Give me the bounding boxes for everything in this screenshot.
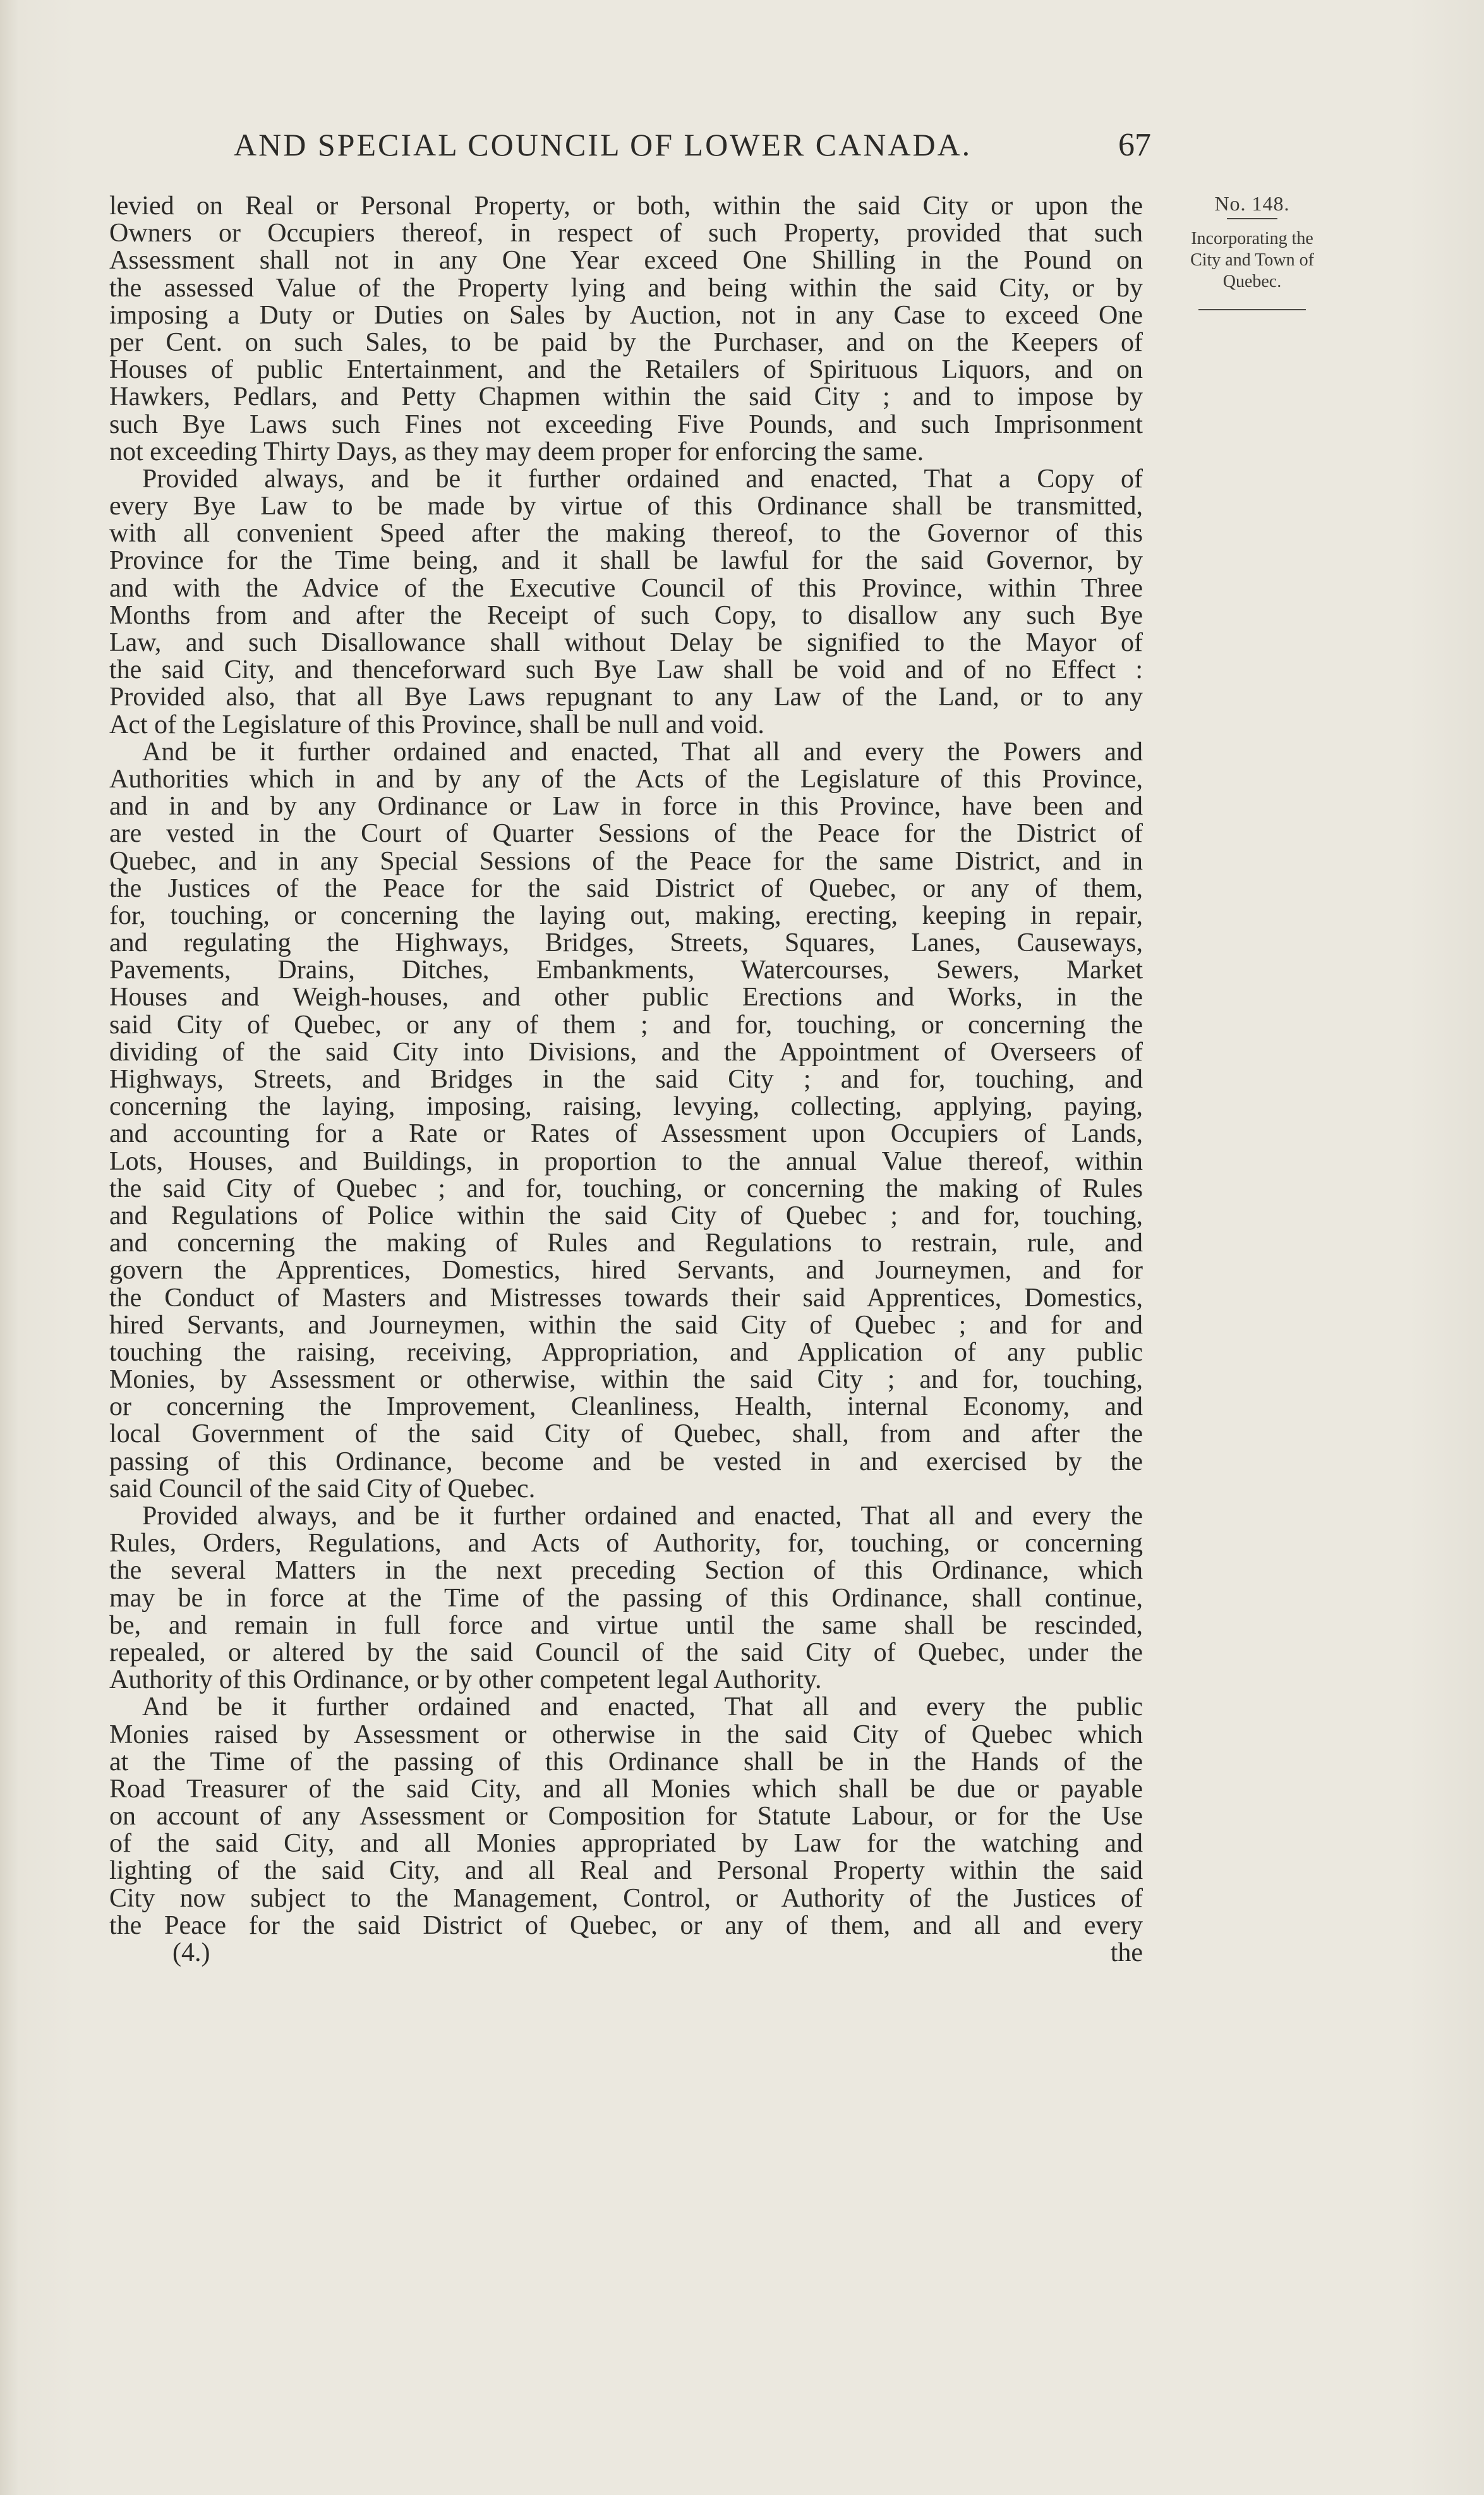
signature-mark: (4.) — [172, 1938, 210, 1967]
text-line: Authorities which in and by any of the Acts of the Legislature of this Province, — [109, 765, 1143, 794]
text-line: concerning the laying, imposing, raising, levying, collecting, applying, paying, — [109, 1093, 1143, 1121]
text-line: local Government of the said City of Quebec, shall, from and after the — [109, 1421, 1143, 1448]
text-line: such Bye Laws such Fines not exceeding Five Pounds, and such Imprisonment — [109, 411, 1143, 439]
text-line: and Regulations of Police within the said City of Quebec ; and for, touching, — [109, 1202, 1143, 1230]
text-line: with all convenient Speed after the making thereof, to the Governor of this — [109, 520, 1143, 548]
text-line: or concerning the Improvement, Cleanliness, Health, internal Economy, and — [109, 1393, 1143, 1421]
text-line: the said City, and thenceforward such Bye Law shall be void and of no Effect : — [109, 657, 1143, 684]
text-line: Provided always, and be it further ordained and enacted, That a Copy of — [142, 465, 1143, 494]
text-line: Road Treasurer of the said City, and all Monies which shall be due or payable — [109, 1775, 1143, 1804]
page-number: 67 — [1118, 127, 1151, 163]
text-line: Pavements, Drains, Ditches, Embankments, Watercourses, Sewers, Market — [109, 957, 1143, 985]
text-line: on account of any Assessment or Composition for Statute Labour, or for the Use — [109, 1803, 1143, 1831]
text-line: said City of Quebec, or any of them ; and for, touching, or concerning the — [109, 1011, 1143, 1039]
page-footer — [109, 1940, 1143, 1967]
text-line: Law, and such Disallowance shall without Delay be signified to the Mayor of — [109, 629, 1143, 657]
text-line: and accounting for a Rate or Rates of Assessment upon Occupiers of Lands, — [109, 1120, 1143, 1148]
text-line: not exceeding Thirty Days, as they may deem proper for enforcing the same. — [109, 438, 924, 466]
text-line: be, and remain in full force and virtue until the same shall be rescinded, — [109, 1612, 1143, 1639]
text-line: the assessed Value of the Property lying and being within the said City, or by — [109, 274, 1143, 302]
text-line: Hawkers, Pedlars, and Petty Chapmen within the said City ; and to impose by — [109, 384, 1143, 411]
text-line: dividing of the said City into Divisions, and the Appointment of Overseers of — [109, 1038, 1143, 1066]
margin-note-line: Quebec. — [1222, 272, 1282, 291]
text-line: And be it further ordained and enacted, That all and every the Powers and — [142, 738, 1143, 766]
text-line: for, touching, or concerning the laying out, making, erecting, keeping in repair, — [109, 902, 1143, 930]
text-line: and with the Advice of the Executive Council of this Province, within Three — [109, 574, 1143, 602]
text-line: Houses of public Entertainment, and the Retailers of Spirituous Liquors, and on — [109, 356, 1143, 384]
catchword: the — [1110, 1938, 1143, 1967]
text-line: Houses and Weigh-houses, and other public Erections and Works, in the — [109, 984, 1143, 1012]
text-line: Provided always, and be it further ordained and enacted, That all and every the — [142, 1503, 1143, 1531]
text-line: the Conduct of Masters and Mistresses towards their said Apprentices, Domestics, — [109, 1284, 1143, 1312]
text-line: govern the Apprentices, Domestics, hired Servants, and Journeymen, and for — [109, 1257, 1143, 1285]
text-line: the said City of Quebec ; and for, touching, or concerning the making of Rules — [109, 1175, 1143, 1203]
text-line: Authority of this Ordinance, or by other competent legal Authority. — [109, 1666, 822, 1694]
text-line: Monies, by Assessment or otherwise, within the said City ; and for, touching, — [109, 1366, 1143, 1394]
text-line: Act of the Legislature of this Province, shall be null and void. — [109, 711, 764, 739]
margin-note-rule — [1227, 218, 1277, 219]
text-line: Lots, Houses, and Buildings, in proportion to the annual Value thereof, within — [109, 1148, 1143, 1175]
text-line: at the Time of the passing of this Ordinance shall be in the Hands of the — [109, 1748, 1143, 1776]
text-line: Months from and after the Receipt of such Copy, to disallow any such Bye — [109, 602, 1143, 629]
text-line: are vested in the Court of Quarter Sessions of the Peace for the District of — [109, 820, 1143, 848]
text-line: lighting of the said City, and all Real and Personal Property within the said — [109, 1857, 1143, 1885]
margin-note — [1157, 193, 1347, 310]
margin-note-divider — [1198, 309, 1306, 310]
body-text — [109, 193, 1143, 1967]
text-line: City now subject to the Management, Control, or Authority of the Justices of — [109, 1885, 1143, 1912]
text-line: said Council of the said City of Quebec. — [109, 1475, 536, 1503]
margin-note-number: No. 148. — [1214, 192, 1290, 215]
text-line: passing of this Ordinance, become and be vested in and exercised by the — [109, 1448, 1143, 1476]
text-line: Owners or Occupiers thereof, in respect of such Property, provided that such — [109, 220, 1143, 248]
text-line: Quebec, and in any Special Sessions of the Peace for the same District, and in — [109, 847, 1143, 875]
text-line: may be in force at the Time of the passing of this Ordinance, shall continue, — [109, 1584, 1143, 1612]
text-line: per Cent. on such Sales, to be paid by the Purchaser, and on the Keepers of — [109, 329, 1143, 357]
text-line: Rules, Orders, Regulations, and Acts of Authority, for, touching, or concerning — [109, 1530, 1143, 1558]
text-line: imposing a Duty or Duties on Sales by Auction, not in any Case to exceed One — [109, 301, 1143, 329]
text-line: and regulating the Highways, Bridges, Streets, Squares, Lanes, Causeways, — [109, 930, 1143, 957]
text-line: touching the raising, receiving, Appropriation, and Application of any public — [109, 1339, 1143, 1367]
text-line: Monies raised by Assessment or otherwise in the said City of Quebec which — [109, 1721, 1143, 1749]
text-line: levied on Real or Personal Property, or both, within the said City or upon the — [109, 193, 1143, 221]
text-line: hired Servants, and Journeymen, within the said City of Quebec ; and for and — [109, 1311, 1143, 1339]
text-line: the several Matters in the next preceding Section of this Ordinance, which — [109, 1557, 1143, 1585]
text-line: repealed, or altered by the said Council of the said City of Quebec, under the — [109, 1639, 1143, 1667]
margin-note-line: City and Town of — [1190, 250, 1314, 270]
text-line: and concerning the making of Rules and Regulations to restrain, rule, and — [109, 1230, 1143, 1258]
running-header — [234, 126, 1151, 171]
text-line: Province for the Time being, and it shall be lawful for the said Governor, by — [109, 547, 1143, 575]
text-line: And be it further ordained and enacted, That all and every the public — [142, 1694, 1143, 1721]
margin-note-line: Incorporating the — [1191, 229, 1313, 248]
text-line: and in and by any Ordinance or Law in force in this Province, have been and — [109, 793, 1143, 821]
text-line: of the said City, and all Monies appropriated by Law for the watching and — [109, 1830, 1143, 1858]
text-line: Provided also, that all Bye Laws repugnant to any Law of the Land, or to any — [109, 684, 1143, 712]
header-title: AND SPECIAL COUNCIL OF LOWER CANADA. — [234, 127, 972, 162]
text-line: the Peace for the said District of Quebec, or any of them, and all and every — [109, 1912, 1143, 1940]
text-line: the Justices of the Peace for the said District of Quebec, or any of them, — [109, 875, 1143, 902]
text-line: Assessment shall not in any One Year exceed One Shilling in the Pound on — [109, 247, 1143, 275]
text-line: Highways, Streets, and Bridges in the said City ; and for, touching, and — [109, 1066, 1143, 1094]
text-line: every Bye Law to be made by virtue of this Ordinance shall be transmitted, — [109, 493, 1143, 521]
